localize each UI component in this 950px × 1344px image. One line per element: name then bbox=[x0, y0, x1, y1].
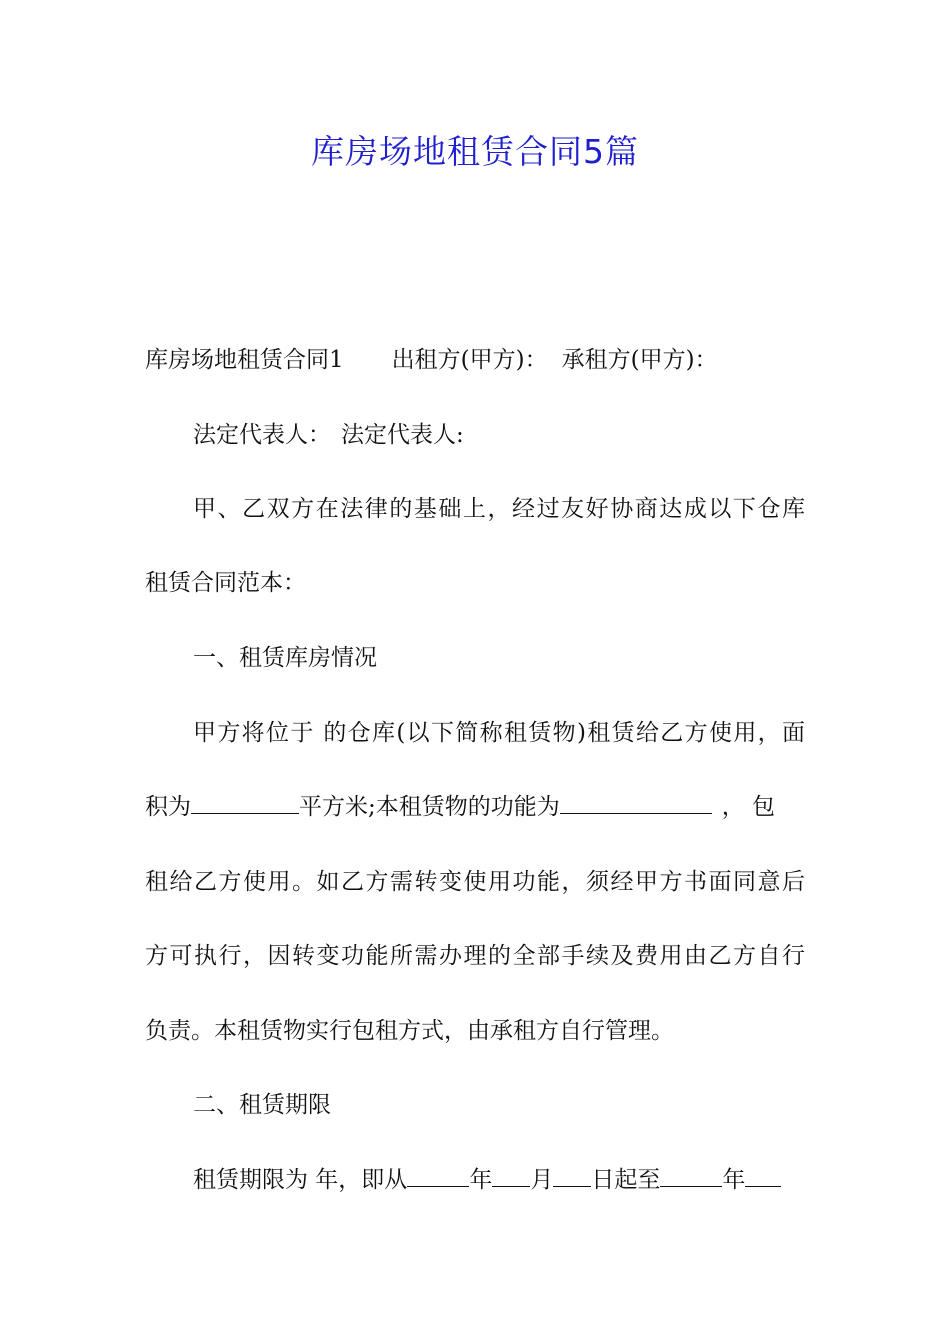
paragraph-line: 租给乙方使用。如乙方需转变使用功能，须经甲方书面同意后 bbox=[145, 869, 805, 895]
function-label: 平方米;本租赁物的功能为 bbox=[299, 794, 560, 820]
document-title: 库房场地租赁合同5篇 bbox=[311, 132, 639, 171]
year-label: 年 bbox=[469, 1167, 493, 1193]
section-heading: 二、租赁期限 bbox=[193, 1092, 331, 1118]
legal-rep-line bbox=[193, 419, 805, 451]
legal-rep-a: 法定代表人： bbox=[193, 422, 331, 448]
area-label: 积为 bbox=[145, 794, 191, 820]
paragraph-line: 甲、乙双方在法律的基础上，经过友好协商达成以下仓库 bbox=[193, 496, 805, 522]
paragraph-line: 方可执行，因转变功能所需办理的全部手续及费用由乙方自行 bbox=[145, 943, 805, 969]
month-label: 月 bbox=[530, 1167, 554, 1193]
day-until-label: 日起至 bbox=[591, 1167, 661, 1193]
paragraph-line: 租赁合同范本： bbox=[145, 570, 306, 596]
paragraph-line: 甲方将位于 的仓库(以下简称租赁物)租赁给乙方使用，面 bbox=[193, 720, 805, 746]
area-line bbox=[145, 791, 805, 823]
term-line bbox=[193, 1164, 805, 1196]
start-day-blank bbox=[553, 1164, 591, 1187]
lessor-label: 出租方(甲方)： bbox=[391, 347, 548, 373]
start-month-blank bbox=[492, 1164, 530, 1187]
function-blank bbox=[560, 791, 712, 814]
area-line-end: ， 包 bbox=[721, 794, 776, 820]
paragraph-line: 负责。本租赁物实行包租方式，由承租方自行管理。 bbox=[145, 1018, 674, 1044]
legal-rep-b: 法定代表人: bbox=[341, 422, 464, 448]
term-label: 租赁期限为 年，即从 bbox=[193, 1167, 408, 1193]
end-month-blank bbox=[745, 1164, 781, 1187]
section-heading: 一、租赁库房情况 bbox=[193, 645, 377, 671]
lessee-label: 承租方(甲方)： bbox=[561, 347, 718, 373]
end-year-blank bbox=[660, 1164, 722, 1187]
start-year-blank bbox=[407, 1164, 469, 1187]
contract-heading-line bbox=[145, 344, 805, 376]
area-blank bbox=[191, 791, 299, 814]
end-year-label: 年 bbox=[722, 1167, 746, 1193]
contract-number: 库房场地租赁合同1 bbox=[145, 347, 344, 373]
